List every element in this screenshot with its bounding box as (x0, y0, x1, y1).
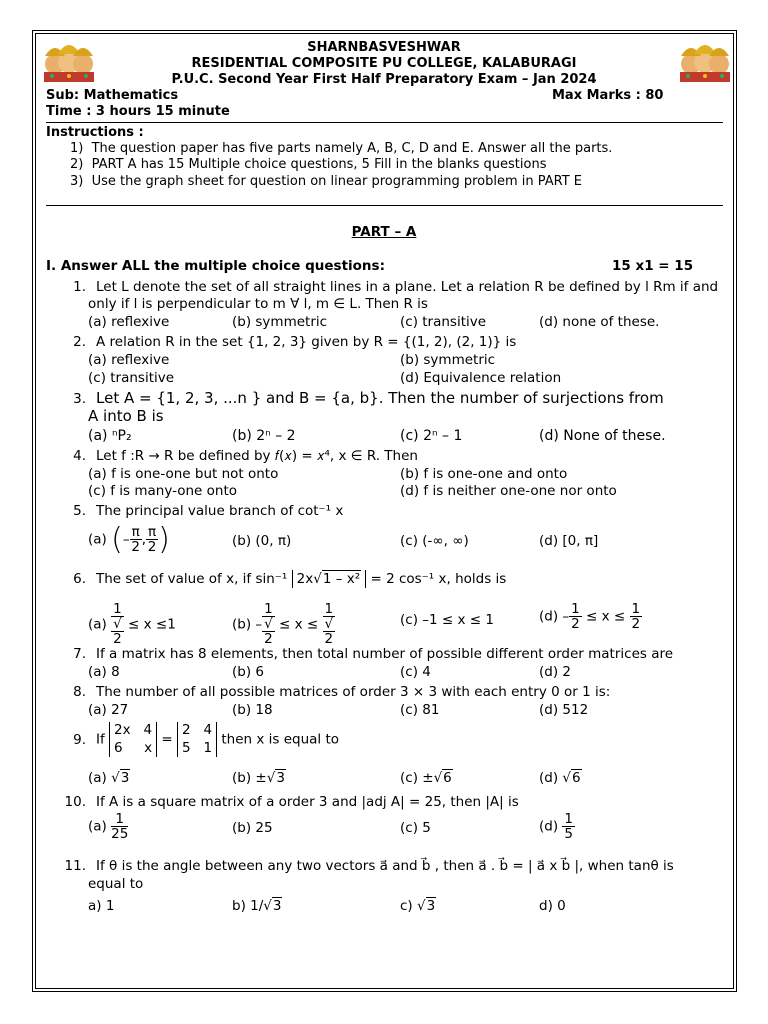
q2-option-b: (b) symmetric (400, 352, 496, 368)
q5-option-a: (a) (– $\frac{\pi}{2}$ , $\frac{\pi}{2}$ ) (88, 522, 170, 557)
q9-option-c: (c) ±√6 (400, 770, 452, 786)
q4-option-d: (d) f is neither one-one nor onto (400, 483, 617, 499)
q10-option-b: (b) 25 (232, 820, 273, 836)
question-10: 10. If A is a square matrix of a order 3 and |adj A| = 25, then |A| is (64, 794, 519, 810)
matrix-left: 2x 4 6 x (109, 722, 157, 757)
q6-option-c: (c) –1 ≤ x ≤ 1 (400, 612, 494, 628)
q3-option-a: (a) ⁿP₂ (88, 428, 132, 444)
question-5: 5. The principal value branch of cot⁻¹ x (73, 503, 344, 519)
q11-option-b: b) 1/√3 (232, 898, 282, 914)
q5-option-c: (c) (-∞, ∞) (400, 533, 469, 549)
q9-option-b: (b) ±√3 (232, 770, 285, 786)
question-1-line2: only if l is perpendicular to m ∀ l, m ∈ L. Then R is (88, 296, 428, 312)
subject: Sub: Mathematics (46, 88, 179, 103)
q5-option-b: (b) (0, π) (232, 533, 292, 549)
q8-option-a: (a) 27 (88, 702, 129, 718)
question-7: 7. If a matrix has 8 elements, then total number of possible different order matrices are (73, 646, 674, 662)
q6-option-a: (a) 1 √ 2 ≤ x ≤1 (88, 601, 176, 648)
q5-option-d: (d) [0, π] (539, 533, 599, 549)
section-title: I. Answer ALL the multiple choice questions: (46, 258, 385, 274)
question-3-line2: A into B is (88, 407, 164, 425)
q3-option-b: (b) 2ⁿ – 2 (232, 428, 296, 444)
q3-option-c: (c) 2ⁿ – 1 (400, 428, 463, 444)
q4-option-b: (b) f is one-one and onto (400, 466, 568, 482)
section-marks: 15 x1 = 15 (612, 258, 694, 274)
q10-option-d: (d) $\frac{1}{5}$ (539, 811, 573, 843)
question-6: 6. The set of value of x, if sin⁻¹ 2x√1 – x² = 2 cos⁻¹ x, holds is (73, 571, 507, 587)
instruction-item: 3) Use the graph sheet for question on linear programming problem in PART E (70, 174, 583, 189)
q7-option-b: (b) 6 (232, 664, 264, 680)
question-8: 8. The number of all possible matrices of order 3 × 3 with each entry 0 or 1 is: (73, 684, 611, 700)
q2-option-c: (c) transitive (88, 370, 175, 386)
q1-option-c: (c) transitive (400, 314, 487, 330)
question-3: 3. Let A = {1, 2, 3, ...n } and B = {a, b}. Then the number of surjections from (73, 389, 664, 407)
q11-option-c: c) √3 (400, 898, 436, 914)
q7-option-c: (c) 4 (400, 664, 431, 680)
instructions-divider (46, 205, 723, 206)
question-1: 1. Let L denote the set of all straight lines in a plane. Let a relation R be defined by l Rm if and (73, 279, 719, 295)
q3-option-d: (d) None of these. (539, 428, 666, 444)
exam-time: Time : 3 hours 15 minute (46, 104, 230, 119)
college-full-name: RESIDENTIAL COMPOSITE PU COLLEGE, KALABURAGI (191, 56, 577, 71)
q1-option-b: (b) symmetric (232, 314, 328, 330)
matrix-right: 2 4 5 1 (177, 722, 217, 757)
q10-option-a: (a) $\frac{1}{25}$ (88, 811, 129, 843)
question-11-line2: equal to (88, 876, 144, 892)
q8-option-c: (c) 81 (400, 702, 440, 718)
college-name: SHARNBASVESHWAR (307, 40, 461, 55)
q11-option-a: a) 1 (88, 898, 115, 914)
question-4: 4. Let f :R → R be defined by 𝑓(𝑥) = 𝑥⁴, x ∈ R. Then (73, 448, 418, 464)
q9-option-d: (d) √6 (539, 770, 581, 786)
q1-option-d: (d) none of these. (539, 314, 660, 330)
part-title: PART – A (351, 224, 417, 240)
max-marks: Max Marks : 80 (552, 88, 664, 103)
q7-option-d: (d) 2 (539, 664, 571, 680)
q9-option-a: (a) √3 (88, 770, 130, 786)
q4-option-a: (a) f is one-one but not onto (88, 466, 279, 482)
header-divider (46, 122, 723, 123)
q8-option-d: (d) 512 (539, 702, 589, 718)
question-11: 11. If θ is the angle between any two vectors a⃗ and b⃗ , then a⃗ . b⃗ = | a⃗ x b⃗ |, when tanθ is (64, 858, 674, 874)
instruction-item: 2) PART A has 15 Multiple choice questions, 5 Fill in the blanks questions (70, 157, 547, 172)
q6-option-d: (d) – $\frac{1}{2}$ ≤ x ≤ $\frac{1}{2}$ (539, 601, 641, 633)
q11-option-d: d) 0 (539, 898, 566, 914)
question-2: 2. A relation R in the set {1, 2, 3} given by R = {(1, 2), (2, 1)} is (73, 334, 517, 350)
q6-option-b: (b) – 1 √ 2 ≤ x ≤ 1 √ 2 (232, 601, 334, 648)
question-9: 9. If 2x 4 6 x = 2 4 5 1 then x is equal to (73, 722, 340, 756)
q1-option-a: (a) reflexive (88, 314, 170, 330)
q2-option-a: (a) reflexive (88, 352, 170, 368)
exam-title: P.U.C. Second Year First Half Preparatory Exam – Jan 2024 (171, 72, 597, 87)
q10-option-c: (c) 5 (400, 820, 431, 836)
q7-option-a: (a) 8 (88, 664, 120, 680)
instructions-title: Instructions : (46, 125, 144, 140)
q8-option-b: (b) 18 (232, 702, 273, 718)
instruction-item: 1) The question paper has five parts namely A, B, C, D and E. Answer all the parts. (70, 141, 613, 156)
q2-option-d: (d) Equivalence relation (400, 370, 562, 386)
q4-option-c: (c) f is many-one onto (88, 483, 238, 499)
